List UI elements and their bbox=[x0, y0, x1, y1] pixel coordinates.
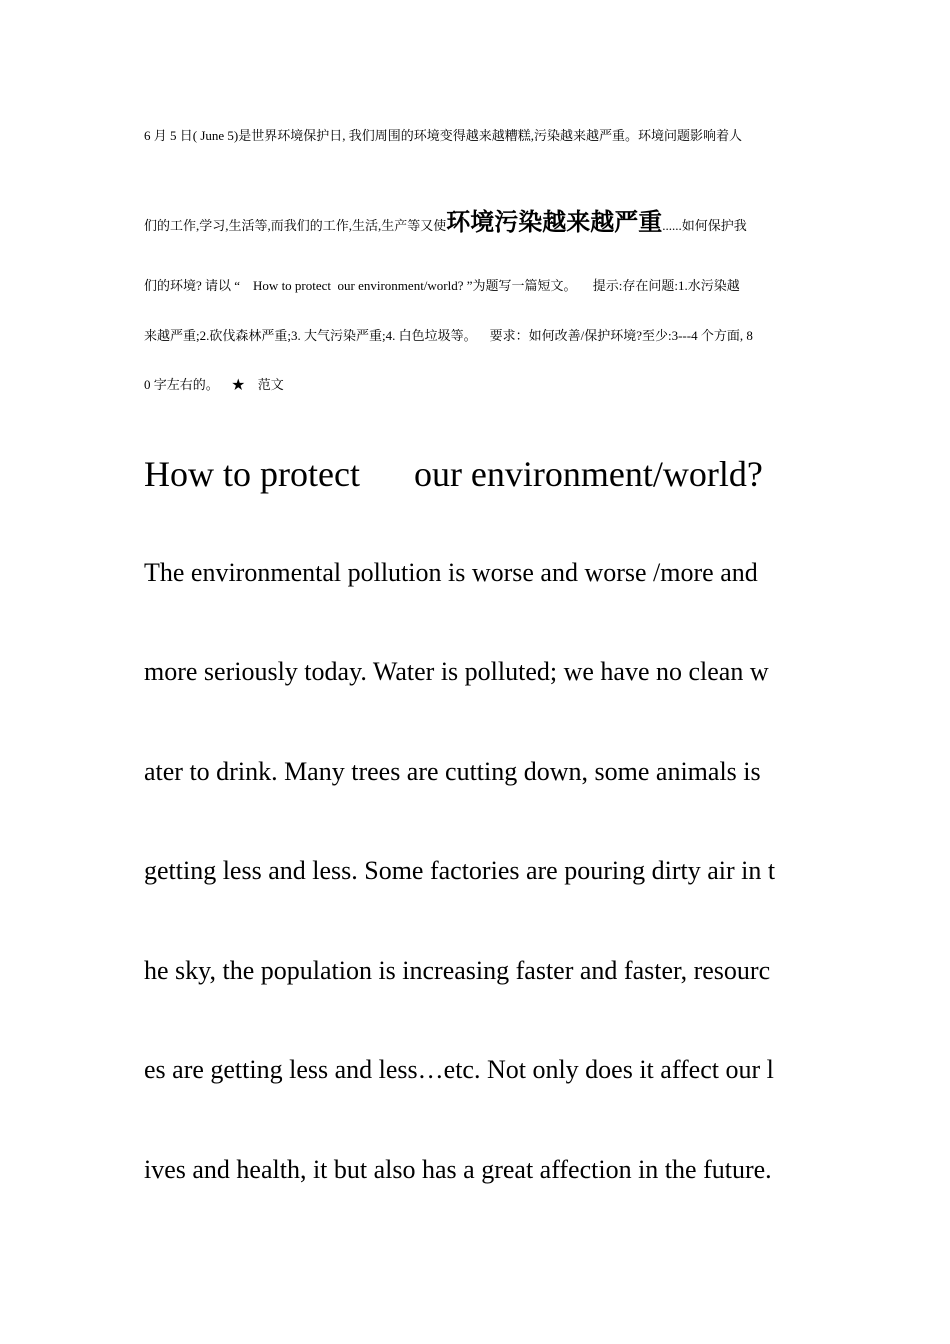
essay-line: more seriously today. Water is polluted; we have no clean w bbox=[144, 657, 769, 686]
essay-line: es are getting less and less…etc. Not only does it affect our l bbox=[144, 1055, 774, 1084]
intro-line-5: 0 字左右的。 ★ 范文 bbox=[144, 377, 284, 392]
intro-line-3: 们的环境? 请以 “ How to protect our environment/world? ”为题写一篇短文。 提示:存在问题:1.水污染越 bbox=[144, 278, 740, 293]
essay-line: he sky, the population is increasing faster and faster, resourc bbox=[144, 956, 771, 985]
essay-line: ives and health, it but also has a great affection in the future. bbox=[144, 1155, 772, 1184]
essay-line: ater to drink. Many trees are cutting down, some animals is bbox=[144, 757, 761, 786]
intro-emphasis: 环境污染越来越严重 bbox=[446, 208, 663, 236]
intro-line-2-before: 们的工作,学习,生活等,而我们的工作,生活,生产等又使 bbox=[144, 218, 447, 233]
intro-line-2-after: ......如何保护我 bbox=[662, 218, 747, 233]
essay-line: getting less and less. Some factories are pouring dirty air in t bbox=[144, 856, 776, 885]
essay-title: How to protect our environment/world? bbox=[144, 454, 763, 494]
intro-line-2 bbox=[144, 210, 747, 234]
intro-line-4: 来越严重;2.砍伐森林严重;3. 大气污染严重;4. 白色垃圾等。 要求：如何改善/保护环境?至少:3---4 个方面, 8 bbox=[144, 328, 753, 343]
intro-line-1: 6 月 5 日( June 5)是世界环境保护日, 我们周围的环境变得越来越糟糕,污染越来越严重。环境问题影响着人 bbox=[144, 128, 742, 143]
essay-line: The environmental pollution is worse and worse /more and bbox=[144, 558, 758, 587]
